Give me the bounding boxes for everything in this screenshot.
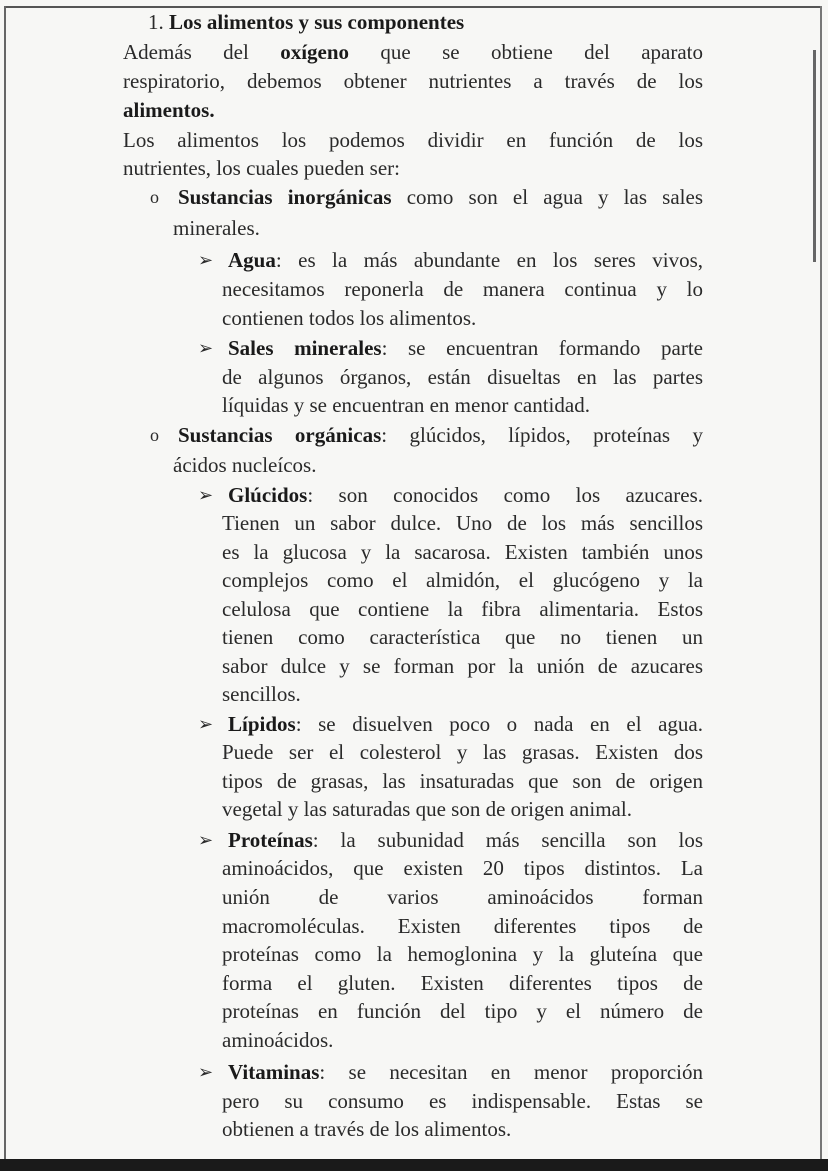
text-segment: líquidas y se encuentran en menor cantidad.: [222, 393, 590, 417]
bold-term: Sustancias inorgánicas: [178, 185, 392, 209]
text-segment: tienen como característica que no tienen un: [222, 625, 703, 649]
text-segment: Además del: [123, 40, 281, 64]
text-line: [222, 739, 703, 765]
arrow-bullet-icon: ➢: [198, 830, 214, 850]
text-segment: ácidos nucleícos.: [173, 453, 317, 477]
arrow-bullet-icon: ➢: [198, 485, 214, 505]
text-line: [222, 567, 703, 593]
bold-term: Glúcidos: [228, 483, 308, 507]
circle-bullet-icon: o: [150, 425, 159, 445]
text-segment: vegetal y las saturadas que son de origen animal.: [222, 797, 632, 821]
text-segment: tipos de grasas, las insaturadas que son de origen: [222, 769, 703, 793]
text-segment: 1.: [148, 10, 169, 34]
bold-term: Vitaminas: [228, 1060, 320, 1084]
text-line: [222, 681, 703, 707]
bold-term: Sustancias orgánicas: [178, 423, 382, 447]
page-border-top: [4, 6, 822, 8]
arrow-bullet-icon: ➢: [198, 250, 214, 270]
text-line: [222, 941, 703, 967]
text-segment: obtienen a través de los alimentos.: [222, 1117, 512, 1141]
text-segment: respiratorio, debemos obtener nutrientes a través de los: [123, 69, 703, 93]
text-line: [222, 305, 703, 331]
text-line: [228, 482, 703, 508]
text-line: [178, 184, 703, 210]
text-line: [222, 970, 703, 996]
text-line: [222, 998, 703, 1024]
text-segment: sabor dulce y se forman por la unión de azucares: [222, 654, 703, 678]
text-line: [123, 97, 703, 123]
bold-term: oxígeno: [280, 40, 350, 64]
page-bottom-edge: [0, 1159, 828, 1171]
text-segment: Tienen un sabor dulce. Uno de los más sencillos: [222, 511, 703, 535]
text-line: [222, 855, 703, 881]
text-segment: aminoácidos, que existen 20 tipos distintos. La: [222, 856, 703, 880]
text-segment: : se disuelven poco o nada en el agua.: [295, 712, 703, 736]
text-line: [123, 155, 703, 181]
text-line: [222, 276, 703, 302]
text-segment: minerales.: [173, 216, 260, 240]
bold-term: Los alimentos y sus componentes: [169, 10, 465, 34]
text-segment: : se encuentran formando parte: [381, 336, 703, 360]
text-segment: Puede ser el colesterol y las grasas. Existen dos: [222, 740, 703, 764]
text-segment: : es la más abundante en los seres vivos,: [275, 248, 703, 272]
bold-term: Agua: [228, 248, 276, 272]
text-segment: proteínas en función del tipo y el número de: [222, 999, 703, 1023]
text-line: [222, 1116, 703, 1142]
text-segment: forma el gluten. Existen diferentes tipos de: [222, 971, 703, 995]
text-segment: : la subunidad más sencilla son los: [312, 828, 703, 852]
text-segment: complejos como el almidón, el glucógeno y la: [222, 568, 703, 592]
text-line: [222, 884, 703, 910]
arrow-bullet-icon: ➢: [198, 338, 214, 358]
text-segment: que se obtiene del aparato: [349, 40, 703, 64]
text-line: [123, 127, 703, 153]
text-segment: nutrientes, los cuales pueden ser:: [123, 156, 400, 180]
text-segment: unión de varios aminoácidos forman: [222, 885, 703, 909]
text-line: [222, 510, 703, 536]
text-segment: sencillos.: [222, 682, 301, 706]
text-line: [222, 596, 703, 622]
text-segment: aminoácidos.: [222, 1028, 334, 1052]
circle-bullet-icon: o: [150, 187, 159, 207]
scan-artifact-bar: [813, 50, 816, 262]
text-segment: : glúcidos, lípidos, proteínas y: [381, 423, 703, 447]
bold-term: Lípidos: [228, 712, 296, 736]
text-segment: macromoléculas. Existen diferentes tipos de: [222, 914, 703, 938]
text-line: [228, 247, 703, 273]
text-line: [222, 796, 703, 822]
bold-term: Sales minerales: [228, 336, 382, 360]
text-segment: contienen todos los alimentos.: [222, 306, 477, 330]
arrow-bullet-icon: ➢: [198, 714, 214, 734]
text-segment: Los alimentos los podemos dividir en función de los: [123, 128, 703, 152]
text-line: [228, 827, 703, 853]
text-line: [222, 1088, 703, 1114]
text-line: [222, 1027, 703, 1053]
bold-term: Proteínas: [228, 828, 313, 852]
arrow-bullet-icon: ➢: [198, 1062, 214, 1082]
text-line: [222, 364, 703, 390]
text-segment: celulosa que contiene la fibra alimentaria. Estos: [222, 597, 703, 621]
text-segment: proteínas como la hemoglonina y la gluteína que: [222, 942, 703, 966]
text-line: [228, 1059, 703, 1085]
page-border-left: [4, 6, 6, 1161]
text-line: [123, 68, 703, 94]
text-line: [173, 215, 703, 241]
bold-term: alimentos.: [123, 98, 215, 122]
section-heading: [148, 9, 703, 35]
text-segment: necesitamos reponerla de manera continua y lo: [222, 277, 703, 301]
text-segment: : se necesitan en menor proporción: [319, 1060, 703, 1084]
text-line: [222, 653, 703, 679]
text-line: [222, 768, 703, 794]
text-segment: como son el agua y las sales: [391, 185, 703, 209]
text-line: [123, 39, 703, 65]
text-segment: es la glucosa y la sacarosa. Existen también unos: [222, 540, 703, 564]
text-line: [228, 335, 703, 361]
text-segment: pero su consumo es indispensable. Estas se: [222, 1089, 703, 1113]
text-line: [222, 392, 703, 418]
page-border-right: [820, 6, 822, 1161]
text-line: [222, 539, 703, 565]
text-line: [222, 624, 703, 650]
text-line: [178, 422, 703, 448]
text-segment: de algunos órganos, están disueltas en las partes: [222, 365, 703, 389]
text-line: [222, 913, 703, 939]
text-segment: : son conocidos como los azucares.: [307, 483, 703, 507]
text-line: [228, 711, 703, 737]
text-line: [173, 452, 703, 478]
